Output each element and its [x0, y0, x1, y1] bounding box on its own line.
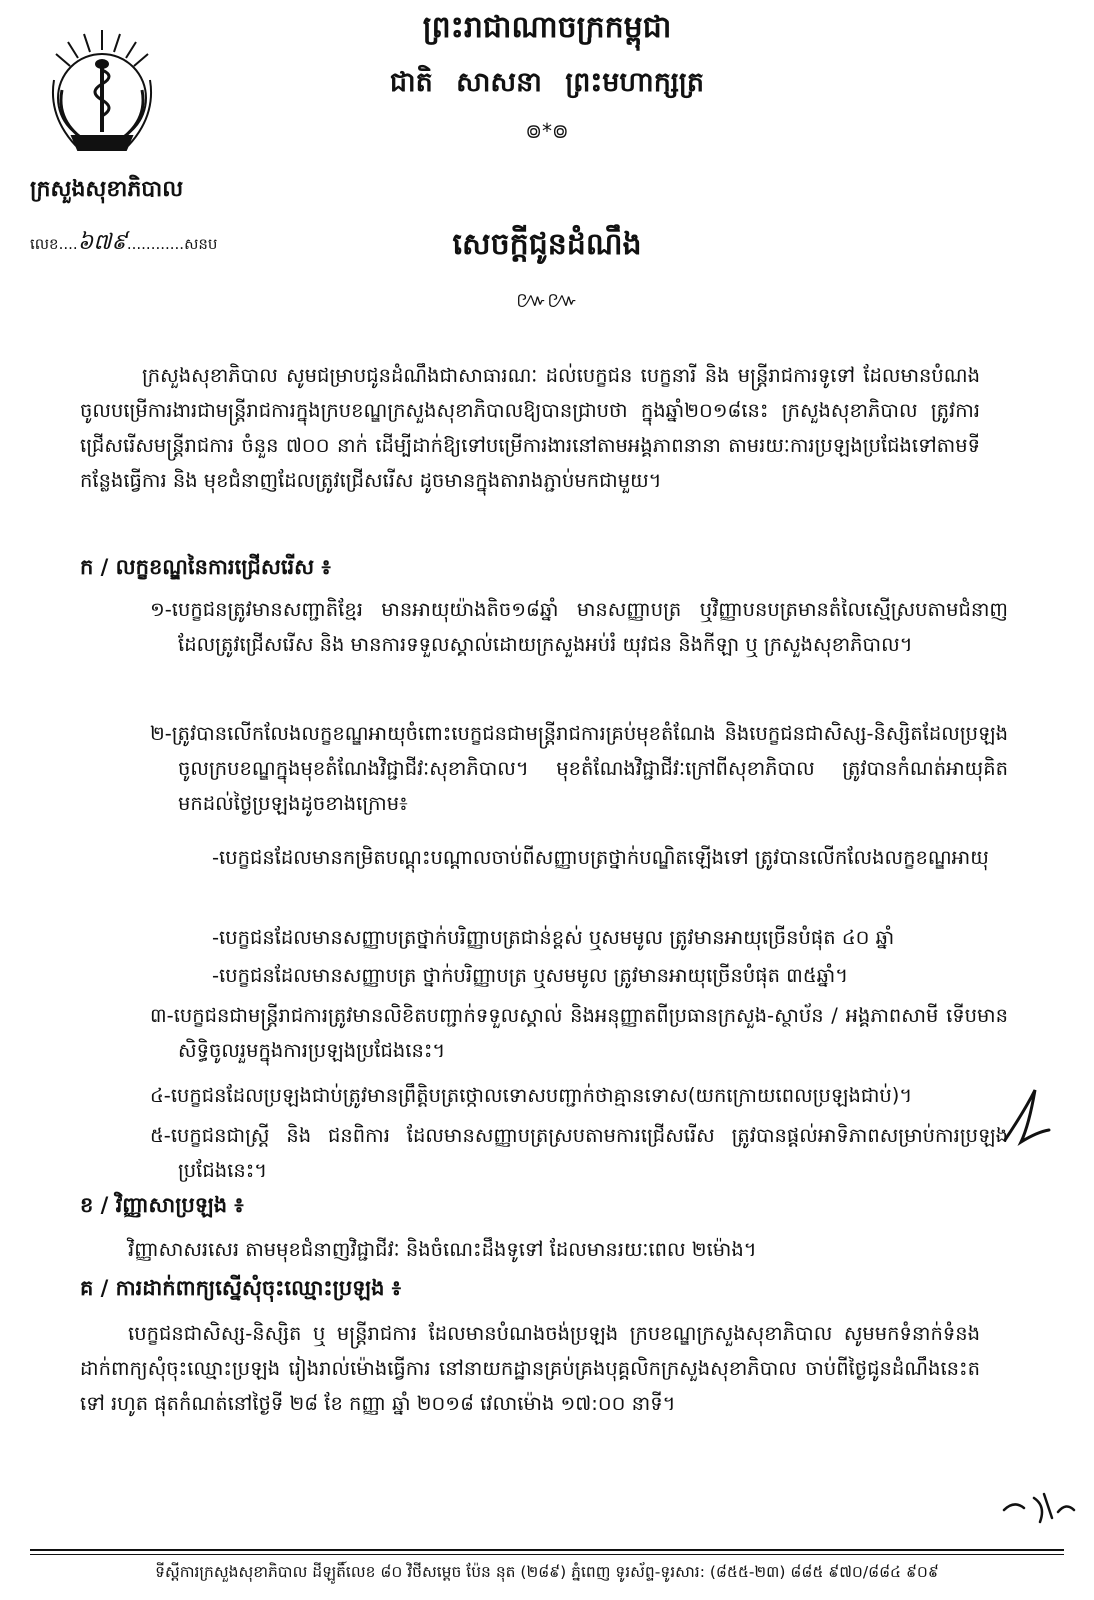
ref-suffix: សនប: [184, 235, 218, 253]
age-rule-3: -បេក្ខជនដែលមានសញ្ញាបត្រ ថ្នាក់បរិញ្ញាបត្រ ឬសមមូល ត្រូវមានអាយុច្រើនបំផុត ៣៥ឆ្នាំ។: [212, 964, 849, 987]
ministry-name: ក្រសួងសុខាភិបាល: [30, 177, 184, 202]
exam-subject-text: វិញ្ញាសាសរសេរ តាមមុខជំនាញវិជ្ជាជីវៈ និងចំណេះដឹងទូទៅ ដែលមានរយៈពេល ២ម៉ោង។: [128, 1238, 757, 1261]
document-title: សេចក្តីជូនដំណឹង: [452, 227, 642, 262]
section-a-heading: ក / លក្ខខណ្ឌនៃការជ្រើសរើស ៖: [80, 555, 331, 579]
age-rule-1: -បេក្ខជនដែលមានកម្រិតបណ្ដុះបណ្ដាលចាប់ពីសញ្ញាបត្រថ្នាក់បណ្ឌិតឡើងទៅ ត្រូវបានលើកលែងលក្ខខណ្ឌអាយុ: [212, 846, 989, 869]
section-b-heading: ខ / វិញ្ញាសាប្រឡង ៖: [80, 1193, 244, 1217]
condition-item-2: ២-ត្រូវបានលើកលែងលក្ខខណ្ឌអាយុចំពោះបេក្ខជនជាមន្ត្រីរាជការគ្រប់មុខតំណែង និងបេក្ខជនជាសិស្ស-និស្សិតដែលប្រឡងចូលក្របខណ្ឌក្នុងមុខតំណែងវិជ្ជាជីវៈសុខាភិបាល។ មុខតំណែងវិជ្ជាជីវៈក្រៅពីសុខាភិបាល ត្រូវបានកំណត់អាយុគិតមកដល់ថ្ងៃប្រឡងដូចខាងក្រោម៖: [150, 722, 1008, 815]
condition-item-3: ៣-បេក្ខជនជាមន្ត្រីរាជការត្រូវមានលិខិតបញ្ជាក់ទទួលស្គាល់ និងអនុញ្ញាតពីប្រធានក្រសួង-ស្ថាប័ន / អង្គភាពសាមី ទើបមានសិទ្ធិចូលរួមក្នុងការប្រឡងប្រជែងនេះ។: [150, 1004, 1008, 1062]
kingdom-title: ព្រះរាជាណាចក្រកម្ពុជា: [422, 10, 672, 45]
ref-prefix: លេខ: [30, 235, 59, 253]
reference-number: លេខ....៦៧៩............សនប: [30, 230, 218, 255]
footer-rule-thin: [30, 1554, 1064, 1555]
initials-mark: [1000, 1488, 1080, 1528]
footer-rule: [30, 1549, 1064, 1551]
condition-item-5: ៥-បេក្ខជនជាស្ត្រី និង ជនពិការ ដែលមានសញ្ញាបត្រស្របតាមការជ្រើសរើស ត្រូវបានផ្តល់អាទិភាពសម្រាប់ការប្រឡងប្រជែងនេះ។: [150, 1124, 1008, 1182]
title-ornament: ៚៚: [515, 288, 579, 313]
age-rule-2: -បេក្ខជនដែលមានសញ្ញាបត្រថ្នាក់បរិញ្ញាបត្រជាន់ខ្ពស់ ឬសមមូល ត្រូវមានអាយុច្រើនបំផុត ៤០ ឆ្នាំ: [212, 926, 895, 949]
registration-text: បេក្ខជនជាសិស្ស-និស្សិត ឬ មន្ត្រីរាជការ ដែលមានបំណងចង់ប្រឡង ក្របខណ្ឌក្រសួងសុខាភិបាល សូមមកទំនាក់ទំនង ដាក់ពាក្យសុំចុះឈ្មោះប្រឡង រៀងរាល់ម៉ោងធ្វើការ នៅនាយកដ្ឋានគ្រប់គ្រងបុគ្គលិកក្រសួងសុខាភិបាល ចាប់ពីថ្ងៃជូនដំណឹងនេះតទៅ រហូត ផុតកំណត់នៅថ្ងៃទី ២៨ ខែ កញ្ញា ឆ្នាំ ២០១៨ វេលាម៉ោង ១៧:០០ នាទី។: [80, 1322, 980, 1415]
condition-item-4: ៤-បេក្ខជនដែលប្រឡងជាប់ត្រូវមានព្រឹត្តិបត្រថ្កោលទោសបញ្ជាក់ថាគ្មានទោស(យកក្រោយពេលប្រឡងជាប់)។: [150, 1084, 913, 1107]
section-c-heading: គ / ការដាក់ពាក្យស្នើសុំចុះឈ្មោះប្រឡង ៖: [80, 1276, 402, 1300]
ref-number-handwritten: ៦៧៩: [77, 230, 127, 255]
signature-mark: [985, 1070, 1065, 1170]
national-motto: ជាតិ សាសនា ព្រះមហាក្សត្រ: [389, 67, 705, 98]
condition-item-1: ១-បេក្ខជនត្រូវមានសញ្ជាតិខ្មែរ មានអាយុយ៉ាងតិច១៨ឆ្នាំ មានសញ្ញាបត្រ ឬវិញ្ញាបនបត្រមានតំលៃស្មើស្របតាមជំនាញដែលត្រូវជ្រើសរើស និង មានការទទួលស្គាល់ដោយក្រសួងអប់រំ យុវជន និងកីឡា ឬ ក្រសួងសុខាភិបាល។: [150, 598, 1008, 656]
intro-paragraph: ក្រសួងសុខាភិបាល សូមជម្រាបជូនដំណឹងជាសាធារណៈ ដល់បេក្ខជន បេក្ខនារី និង មន្ត្រីរាជការទូទៅ ដែលមានបំណង ចូលបម្រើការងារជាមន្ត្រីរាជការក្នុងក្របខណ្ឌក្រសួងសុខាភិបាលឱ្យបានជ្រាបថា ក្នុងឆ្នាំ២០១៨នេះ ក្រសួងសុខាភិបាល ត្រូវការជ្រើសរើសមន្ត្រីរាជការ ចំនួន ៧០០ នាក់ ដើម្បីដាក់ឱ្យទៅបម្រើការងារនៅតាមអង្គភាពនានា តាមរយៈការប្រឡងប្រជែងទៅតាមទីកន្លែងធ្វើការ និង មុខជំនាញដែលត្រូវជ្រើសរើស ដូចមានក្នុងតារាងភ្ជាប់មកជាមួយ។: [80, 364, 980, 492]
footer-address: ទីស្តីការក្រសួងសុខាភិបាល ដីឡូតិ៍លេខ ៨០ វិថីសម្តេច ប៉ែន នុត (២៨៩) ភ្នំពេញ ទូរស័ព្ទ-ទូរសារ: (៨៥៥-២៣) ៨៨៥ ៩៧០/៨៨៤ ៩០៩: [155, 1563, 939, 1581]
ornament-divider: ៙*៙: [525, 119, 569, 143]
